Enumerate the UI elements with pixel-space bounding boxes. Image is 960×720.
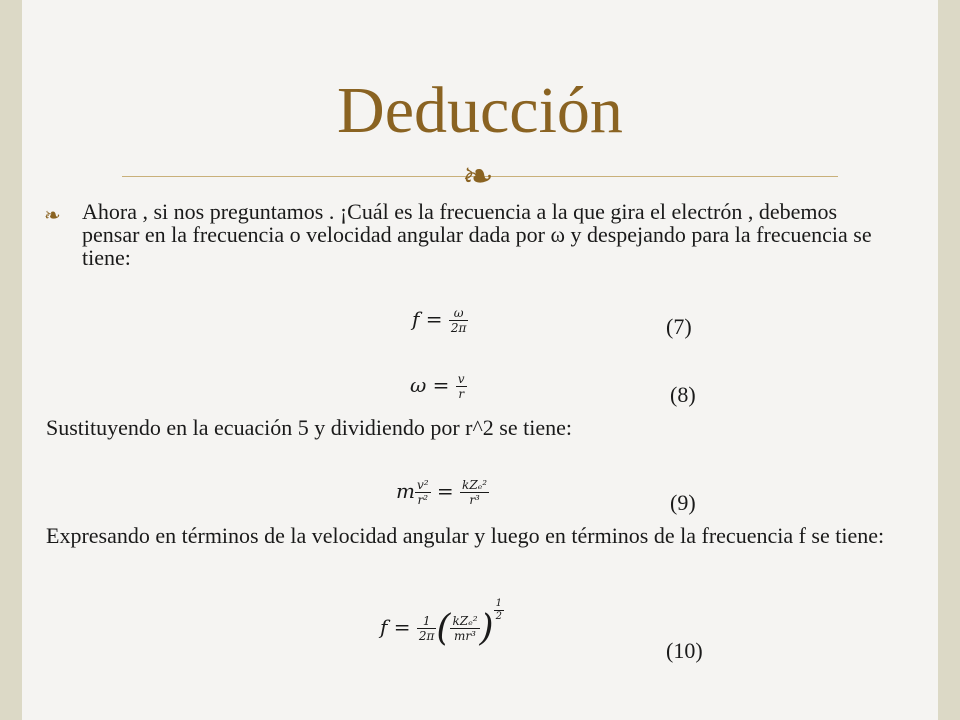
eq10-exponent-denominator: 2 (495, 611, 502, 622)
ornament-icon: ❧ (462, 156, 494, 198)
paragraph-intro: Ahora , si nos preguntamos . ¡Cuál es la frecuencia a la que gira el electrón , debemos pensar en la frecuencia o velocidad angular dada por ω y despejando para la frecuencia se tiene: (82, 199, 872, 270)
eq7-numerator: ω (449, 306, 469, 321)
eq10-exponent-numerator: 1 (495, 598, 502, 609)
eq7-fraction (449, 306, 469, 335)
eq9-lhs: m (396, 479, 415, 503)
eq9-left-numerator: v² (416, 478, 429, 492)
eq10-inner-denominator: mr³ (454, 629, 476, 643)
eq9-equals: = (436, 479, 454, 503)
eq9-fraction-left (415, 478, 431, 507)
eq10-lhs: f = (380, 615, 411, 639)
eq8-fraction (456, 372, 467, 401)
bullet-icon: ❧ (44, 205, 61, 227)
equation-9-label: (9) (670, 490, 696, 515)
eq8-denominator: r (458, 387, 465, 401)
eq9-fraction-right (460, 478, 489, 507)
eq10-inner-numerator: kZₑ² (452, 614, 478, 628)
eq10-fraction-left (417, 614, 437, 643)
eq10-left-paren: ( (436, 608, 451, 649)
equation-10-label: (10) (666, 638, 703, 663)
eq8-numerator: v (457, 372, 465, 386)
eq9-left-denominator: r² (417, 493, 429, 507)
eq10-fraction-inner (450, 614, 479, 643)
eq10-left-numerator: 1 (417, 614, 437, 629)
eq10-right-paren: ) (479, 608, 494, 649)
eq10-left-denominator: 2π (418, 629, 435, 643)
equation-8 (410, 372, 467, 401)
slide-title: Deducción (337, 74, 623, 147)
eq7-denominator: 2π (450, 321, 467, 335)
eq8-lhs: ω = (410, 373, 450, 397)
paragraph-expression: Expresando en términos de la velocidad angular y luego en términos de la frecuencia f se tiene: (46, 523, 885, 548)
eq10-exponent (494, 598, 504, 623)
paragraph-substitution: Sustituyendo en la ecuación 5 y dividiendo por r^2 se tiene: (46, 415, 572, 440)
eq9-right-numerator: kZₑ² (462, 478, 488, 492)
equation-8-label: (8) (670, 382, 696, 407)
eq7-lhs: f = (412, 307, 443, 331)
equation-7 (412, 306, 468, 335)
equation-10 (380, 598, 504, 649)
eq9-right-denominator: r³ (469, 493, 480, 507)
equation-9 (396, 478, 489, 507)
equation-7-label: (7) (666, 314, 692, 339)
